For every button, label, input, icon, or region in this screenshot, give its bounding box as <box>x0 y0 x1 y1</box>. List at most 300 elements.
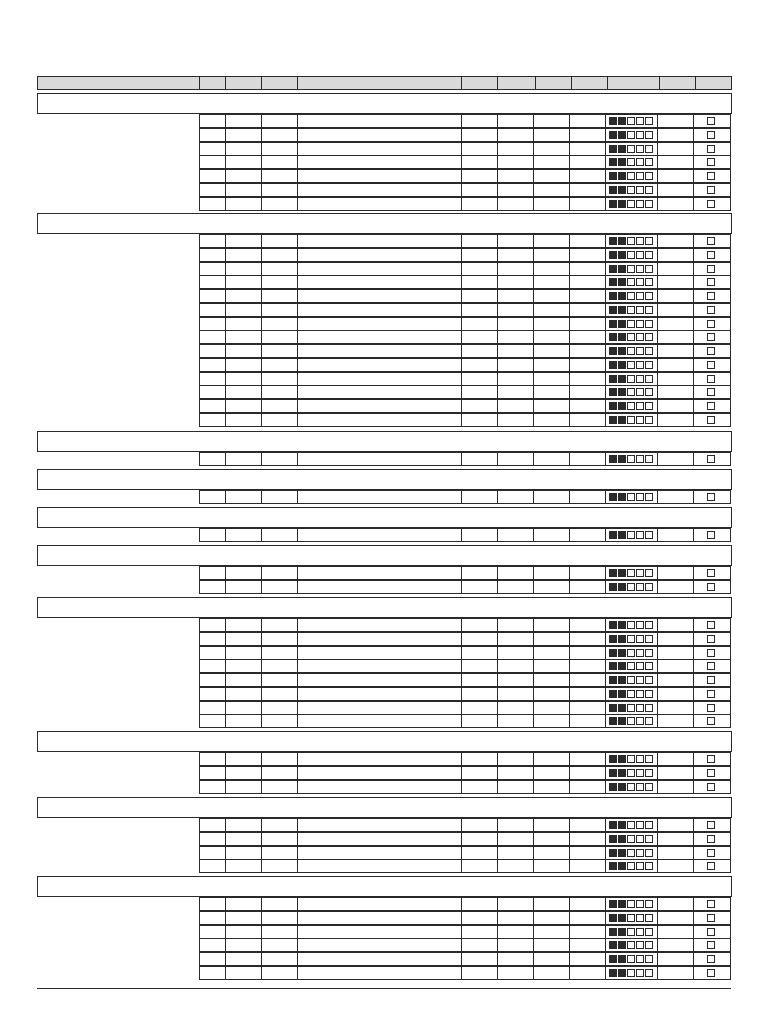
table-cell <box>693 752 731 766</box>
table-cell <box>261 372 298 386</box>
table-cell <box>497 938 536 952</box>
checkbox[interactable] <box>707 621 715 629</box>
level-square-empty <box>645 783 653 791</box>
header-cell <box>659 76 698 90</box>
table-cell <box>261 952 298 966</box>
checkbox[interactable] <box>707 320 715 328</box>
level-square-filled <box>618 347 626 355</box>
level-square-empty <box>627 783 635 791</box>
table-cell <box>533 646 570 660</box>
level-square-filled <box>618 131 626 139</box>
table-cell <box>297 701 462 715</box>
checkbox[interactable] <box>707 914 715 922</box>
table-cell <box>261 618 298 632</box>
level-indicator <box>609 690 653 698</box>
table-cell <box>225 528 262 542</box>
table-cell <box>657 128 696 142</box>
table-cell <box>261 818 298 832</box>
checkbox[interactable] <box>707 531 715 539</box>
table-cell <box>461 766 498 780</box>
level-square-empty <box>636 969 644 977</box>
checkbox[interactable] <box>707 172 715 180</box>
table-row <box>199 385 731 399</box>
checkbox[interactable] <box>707 769 715 777</box>
table-cell <box>225 169 262 183</box>
level-square-empty <box>645 755 653 763</box>
checkbox[interactable] <box>707 265 715 273</box>
table-row <box>199 911 731 925</box>
checkbox[interactable] <box>707 306 715 314</box>
checkbox[interactable] <box>707 900 715 908</box>
table-cell <box>261 752 298 766</box>
checkbox[interactable] <box>707 278 715 286</box>
table-cell <box>297 632 462 646</box>
checkbox[interactable] <box>707 416 715 424</box>
table-cell <box>225 566 262 580</box>
table-cell <box>533 385 570 399</box>
level-square-empty <box>636 862 644 870</box>
table-cell <box>569 490 606 504</box>
table-cell <box>199 262 226 276</box>
table-cell <box>497 701 536 715</box>
checkbox[interactable] <box>707 835 715 843</box>
level-square-filled <box>618 941 626 949</box>
level-square-empty <box>645 375 653 383</box>
table-cell <box>693 128 731 142</box>
table-cell <box>657 618 696 632</box>
level-square-filled <box>609 278 617 286</box>
table-cell <box>225 128 262 142</box>
table-cell <box>569 399 606 413</box>
table-cell <box>693 632 731 646</box>
table-cell <box>297 673 462 687</box>
checkbox[interactable] <box>707 347 715 355</box>
checkbox[interactable] <box>707 704 715 712</box>
level-square-empty <box>627 347 635 355</box>
table-cell <box>497 659 536 673</box>
checkbox[interactable] <box>707 200 715 208</box>
checkbox[interactable] <box>707 969 715 977</box>
level-square-empty <box>636 145 644 153</box>
checkbox[interactable] <box>707 361 715 369</box>
section-header <box>37 93 732 114</box>
level-square-empty <box>645 583 653 591</box>
level-square-filled <box>618 717 626 725</box>
table-cell <box>261 385 298 399</box>
table-cell <box>297 818 462 832</box>
table-cell <box>605 528 658 542</box>
checkbox[interactable] <box>707 237 715 245</box>
table-cell <box>297 155 462 169</box>
checkbox[interactable] <box>707 333 715 341</box>
table-cell <box>533 687 570 701</box>
table-cell <box>657 385 696 399</box>
table-cell <box>225 846 262 860</box>
level-square-filled <box>609 237 617 245</box>
table-cell <box>261 832 298 846</box>
table-row <box>199 452 731 466</box>
level-square-empty <box>645 914 653 922</box>
level-square-empty <box>627 928 635 936</box>
level-indicator <box>609 172 653 180</box>
table-cell <box>569 262 606 276</box>
table-cell <box>297 646 462 660</box>
table-cell <box>261 399 298 413</box>
section-header <box>37 545 732 566</box>
header-cell <box>607 76 660 90</box>
table-cell <box>657 701 696 715</box>
level-indicator <box>609 662 653 670</box>
table-row <box>199 966 731 980</box>
table-cell <box>297 413 462 427</box>
level-square-empty <box>636 237 644 245</box>
table-cell <box>261 128 298 142</box>
table-cell <box>461 701 498 715</box>
table-cell <box>199 714 226 728</box>
checkbox[interactable] <box>707 635 715 643</box>
level-indicator <box>609 821 653 829</box>
checkbox[interactable] <box>707 755 715 763</box>
table-cell <box>297 911 462 925</box>
table-cell <box>261 938 298 952</box>
table-cell <box>199 114 226 128</box>
table-cell <box>497 897 536 911</box>
level-square-filled <box>618 649 626 657</box>
level-square-filled <box>609 849 617 857</box>
section-header <box>37 797 732 818</box>
table-cell <box>497 859 536 873</box>
level-square-empty <box>636 941 644 949</box>
checkbox[interactable] <box>707 690 715 698</box>
level-indicator <box>609 375 653 383</box>
level-square-empty <box>636 306 644 314</box>
section-header <box>37 507 732 528</box>
table-cell <box>461 490 498 504</box>
level-square-empty <box>627 455 635 463</box>
header-cell <box>461 76 498 90</box>
checkbox[interactable] <box>707 955 715 963</box>
level-square-empty <box>645 769 653 777</box>
level-indicator <box>609 493 653 501</box>
table-cell <box>297 897 462 911</box>
table-cell <box>297 925 462 939</box>
header-cell <box>695 76 732 90</box>
table-cell <box>261 197 298 211</box>
table-cell <box>605 687 658 701</box>
level-square-empty <box>627 531 635 539</box>
table-cell <box>569 859 606 873</box>
checkbox[interactable] <box>707 402 715 410</box>
checkbox[interactable] <box>707 862 715 870</box>
table-cell <box>461 303 498 317</box>
level-square-filled <box>609 755 617 763</box>
level-square-empty <box>636 388 644 396</box>
level-square-empty <box>645 278 653 286</box>
table-cell <box>497 128 536 142</box>
checkbox[interactable] <box>707 251 715 259</box>
level-square-empty <box>627 821 635 829</box>
table-cell <box>569 183 606 197</box>
checkbox[interactable] <box>707 783 715 791</box>
level-square-empty <box>627 862 635 870</box>
table-cell <box>199 925 226 939</box>
table-row <box>199 780 731 794</box>
level-square-empty <box>636 333 644 341</box>
checkbox[interactable] <box>707 186 715 194</box>
table-cell <box>297 452 462 466</box>
table-cell <box>605 966 658 980</box>
checkbox[interactable] <box>707 849 715 857</box>
checkbox[interactable] <box>707 145 715 153</box>
level-indicator <box>609 569 653 577</box>
level-square-filled <box>609 900 617 908</box>
level-square-empty <box>627 676 635 684</box>
checkbox[interactable] <box>707 455 715 463</box>
table-cell <box>605 344 658 358</box>
table-cell <box>225 303 262 317</box>
checkbox[interactable] <box>707 649 715 657</box>
checkbox[interactable] <box>707 493 715 501</box>
table-row <box>199 289 731 303</box>
table-cell <box>657 169 696 183</box>
table-row <box>199 528 731 542</box>
table-cell <box>225 632 262 646</box>
table-cell <box>225 330 262 344</box>
table-cell <box>225 197 262 211</box>
table-cell <box>605 317 658 331</box>
level-indicator <box>609 186 653 194</box>
table-cell <box>497 752 536 766</box>
table-cell <box>461 317 498 331</box>
table-cell <box>261 234 298 248</box>
table-row <box>199 128 731 142</box>
table-cell <box>497 197 536 211</box>
table-cell <box>225 673 262 687</box>
checkbox[interactable] <box>707 569 715 577</box>
table-cell <box>533 528 570 542</box>
level-square-filled <box>609 455 617 463</box>
table-cell <box>261 317 298 331</box>
level-indicator <box>609 914 653 922</box>
level-square-empty <box>645 662 653 670</box>
table-cell <box>605 155 658 169</box>
checkbox[interactable] <box>707 158 715 166</box>
table-cell <box>461 114 498 128</box>
table-cell <box>533 673 570 687</box>
table-row <box>199 155 731 169</box>
table-cell <box>693 766 731 780</box>
table-cell <box>569 897 606 911</box>
table-cell <box>605 646 658 660</box>
level-square-empty <box>636 172 644 180</box>
table-cell <box>261 262 298 276</box>
level-square-empty <box>645 251 653 259</box>
table-row <box>199 413 731 427</box>
table-cell <box>461 128 498 142</box>
table-cell <box>199 303 226 317</box>
table-row <box>199 832 731 846</box>
level-square-empty <box>645 347 653 355</box>
table-cell <box>225 714 262 728</box>
table-cell <box>605 911 658 925</box>
table-row <box>199 303 731 317</box>
level-square-empty <box>627 278 635 286</box>
table-cell <box>261 528 298 542</box>
table-cell <box>297 142 462 156</box>
level-indicator <box>609 278 653 286</box>
table-cell <box>261 303 298 317</box>
table-row <box>199 183 731 197</box>
level-square-empty <box>645 416 653 424</box>
checkbox[interactable] <box>707 662 715 670</box>
table-cell <box>497 832 536 846</box>
table-cell <box>461 197 498 211</box>
table-cell <box>569 911 606 925</box>
level-square-filled <box>609 821 617 829</box>
table-cell <box>199 234 226 248</box>
table-cell <box>605 673 658 687</box>
table-cell <box>461 155 498 169</box>
table-cell <box>693 714 731 728</box>
table-cell <box>693 248 731 262</box>
checkbox[interactable] <box>707 928 715 936</box>
table-cell <box>225 385 262 399</box>
level-square-filled <box>609 145 617 153</box>
table-cell <box>199 289 226 303</box>
table-row <box>199 344 731 358</box>
table-cell <box>297 846 462 860</box>
checkbox[interactable] <box>707 821 715 829</box>
table-cell <box>297 372 462 386</box>
table-cell <box>497 646 536 660</box>
table-row <box>199 490 731 504</box>
level-square-empty <box>645 493 653 501</box>
table-cell <box>657 452 696 466</box>
table-cell <box>297 358 462 372</box>
level-square-filled <box>609 569 617 577</box>
level-square-empty <box>636 849 644 857</box>
table-cell <box>199 938 226 952</box>
level-square-filled <box>609 402 617 410</box>
level-square-empty <box>645 531 653 539</box>
section-header <box>37 731 732 752</box>
table-cell <box>225 413 262 427</box>
table-cell <box>297 303 462 317</box>
checkbox[interactable] <box>707 676 715 684</box>
level-square-filled <box>618 388 626 396</box>
table-cell <box>569 632 606 646</box>
table-cell <box>261 248 298 262</box>
checkbox[interactable] <box>707 292 715 300</box>
table-cell <box>657 234 696 248</box>
level-square-filled <box>609 186 617 194</box>
level-indicator <box>609 769 653 777</box>
table-cell <box>693 897 731 911</box>
level-square-filled <box>609 676 617 684</box>
level-indicator <box>609 292 653 300</box>
table-cell <box>533 169 570 183</box>
table-cell <box>261 490 298 504</box>
table-cell <box>569 344 606 358</box>
table-cell <box>693 142 731 156</box>
table-cell <box>533 275 570 289</box>
level-square-empty <box>636 569 644 577</box>
table-cell <box>605 142 658 156</box>
table-cell <box>657 687 696 701</box>
level-square-empty <box>636 821 644 829</box>
level-square-empty <box>627 493 635 501</box>
table-cell <box>225 618 262 632</box>
checkbox[interactable] <box>707 941 715 949</box>
table-cell <box>533 925 570 939</box>
table-cell <box>693 618 731 632</box>
level-square-empty <box>627 172 635 180</box>
table-cell <box>461 673 498 687</box>
table-cell <box>497 687 536 701</box>
table-cell <box>461 846 498 860</box>
level-indicator <box>609 388 653 396</box>
level-square-empty <box>645 862 653 870</box>
level-square-empty <box>645 704 653 712</box>
table-cell <box>461 248 498 262</box>
level-square-filled <box>618 900 626 908</box>
table-cell <box>569 925 606 939</box>
table-row <box>199 197 731 211</box>
table-cell <box>605 372 658 386</box>
level-square-filled <box>618 200 626 208</box>
table-cell <box>261 897 298 911</box>
table-cell <box>605 897 658 911</box>
table-cell <box>225 275 262 289</box>
table-cell <box>497 673 536 687</box>
checkbox[interactable] <box>707 717 715 725</box>
level-square-empty <box>636 583 644 591</box>
table-cell <box>497 169 536 183</box>
table-cell <box>569 766 606 780</box>
table-cell <box>261 330 298 344</box>
table-cell <box>533 114 570 128</box>
table-row <box>199 618 731 632</box>
table-cell <box>297 832 462 846</box>
table-cell <box>297 580 462 594</box>
table-cell <box>225 358 262 372</box>
table-cell <box>199 155 226 169</box>
table-cell <box>199 142 226 156</box>
level-square-empty <box>636 717 644 725</box>
table-cell <box>199 646 226 660</box>
level-square-empty <box>645 158 653 166</box>
checkbox[interactable] <box>707 375 715 383</box>
table-cell <box>533 128 570 142</box>
checkbox[interactable] <box>707 388 715 396</box>
table-cell <box>297 385 462 399</box>
table-cell <box>569 303 606 317</box>
level-square-filled <box>609 333 617 341</box>
checkbox[interactable] <box>707 131 715 139</box>
table-row <box>199 701 731 715</box>
checkbox[interactable] <box>707 117 715 125</box>
level-indicator <box>609 251 653 259</box>
level-square-filled <box>609 375 617 383</box>
level-square-filled <box>609 158 617 166</box>
table-cell <box>497 248 536 262</box>
level-square-filled <box>609 265 617 273</box>
checkbox[interactable] <box>707 583 715 591</box>
level-square-empty <box>645 117 653 125</box>
table-cell <box>297 317 462 331</box>
level-square-empty <box>645 186 653 194</box>
level-square-filled <box>618 635 626 643</box>
